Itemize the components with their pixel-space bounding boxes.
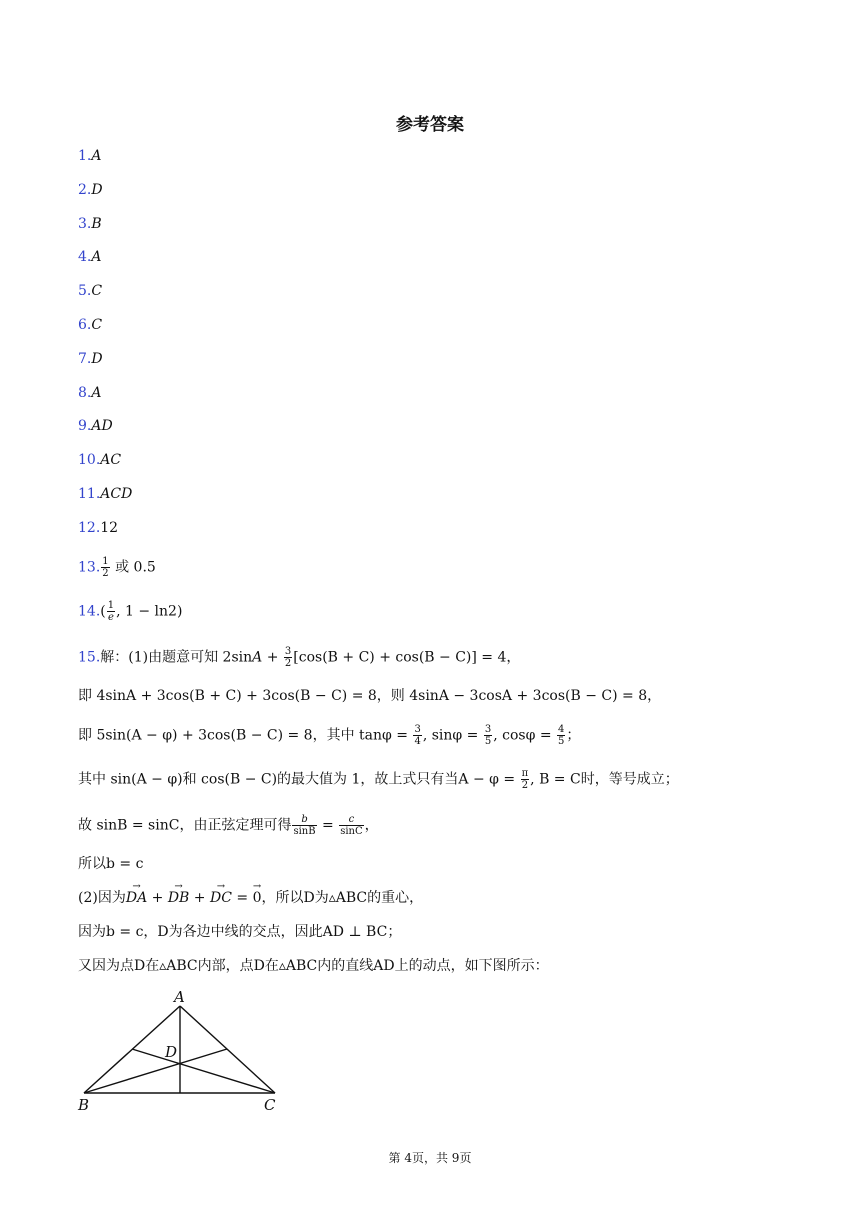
- answer-value: A: [91, 249, 102, 266]
- label-c: C: [264, 1096, 276, 1114]
- answer-value: AC: [100, 452, 122, 469]
- label-d: D: [165, 1043, 178, 1061]
- answer-value: A: [91, 384, 102, 401]
- label-b: B: [78, 1096, 90, 1114]
- answer-row: [78, 146, 101, 166]
- fraction: $\frac{\pi}{2}$: [521, 768, 529, 791]
- answer-value: C: [91, 317, 103, 333]
- answer-number: 7.: [78, 350, 92, 367]
- answer-value: D: [91, 350, 103, 367]
- answer-number: 15.: [78, 649, 101, 666]
- fraction: $\frac{c}{\sin C}$: [340, 814, 363, 837]
- answer-number: 6.: [78, 317, 92, 333]
- answer-number: 10.: [78, 452, 101, 469]
- answer-number: 8.: [78, 384, 92, 401]
- fraction: $\frac{3}{2}$: [284, 646, 292, 669]
- fraction: $\frac{b}{\sin B}$: [293, 814, 316, 837]
- answer-row: [78, 383, 101, 403]
- answer-value: C: [91, 283, 103, 300]
- solution-15-line-8: 因为b = c，D为各边中线的交点，因此AD ⊥ BC；: [78, 924, 402, 940]
- triangle-figure: [76, 988, 286, 1116]
- solution-15-line-6: 所以b = c: [78, 856, 144, 872]
- solution-15-line-2: 即 4sinA + 3cos(B + C) + 3cos(B − C) = 8，则 4sinA − 3cosA + 3cos(B − C) = 8，: [78, 688, 662, 704]
- label-a: A: [174, 988, 185, 1006]
- answer-value: , 1 − ln2): [116, 603, 183, 620]
- page-title: 参考答案: [396, 115, 464, 135]
- answer-value: ACD: [100, 486, 133, 502]
- answer-number: 14.: [78, 603, 101, 620]
- answer-number: 11.: [78, 486, 101, 502]
- answer-number: 13.: [78, 559, 101, 576]
- fraction: $\frac{1}{2}$: [102, 556, 109, 579]
- answer-13: [78, 556, 156, 579]
- answer-row: [78, 281, 102, 301]
- fraction: $\frac{4}{5}$: [558, 724, 565, 747]
- answer-row: [78, 214, 102, 234]
- answer-row: [78, 450, 121, 470]
- answer-number: 3.: [78, 215, 92, 232]
- page-footer: 第 4页，共 9页: [388, 1151, 472, 1165]
- answer-value: A: [91, 148, 102, 164]
- answer-value: D: [91, 181, 103, 198]
- answer-number: 2.: [78, 181, 92, 198]
- answer-number: 12.: [78, 519, 101, 536]
- fraction: $\frac{1}{e}$: [107, 600, 115, 623]
- answer-row: [78, 484, 132, 504]
- solution-15-line-3: 即 5sin(A − φ) + 3cos(B − C) = 8，其中 tanφ = $\frac{3}{4}$ , sinφ = $\frac{3}{5}$ , cosφ = $\frac{4}{5}$ ；: [78, 724, 581, 747]
- answer-number: 5.: [78, 283, 92, 300]
- answer-row: [78, 315, 102, 335]
- answer-14: 14.( $\frac{1}{e}$ , 1 − ln2): [78, 600, 183, 623]
- solution-15-line-7: (2)因为→ DA + → DB + → DC = → 0，所以D为▵ABC的重心，: [78, 888, 423, 908]
- solution-15-line-9: 又因为点D在▵ABC内部，点D在▵ABC内的直线AD上的动点，如下图所示：: [78, 958, 549, 974]
- answer-value: B: [91, 215, 102, 232]
- solution-15-line-5: 故 sinB = sinC，由正弦定理可得 $\frac{b}{\sin B}$ = $\frac{c}{\sin C}$ ，: [78, 814, 379, 837]
- answer-value: 12: [100, 519, 119, 536]
- answer-value: AD: [91, 418, 113, 435]
- answer-number: 9.: [78, 418, 92, 435]
- side-ac: [180, 1006, 275, 1093]
- fraction: $\frac{3}{5}$: [484, 724, 492, 747]
- fraction: $\frac{3}{4}$: [414, 724, 421, 747]
- solution-15-line-1: 15.解：(1)由题意可知 2sinA + $\frac{3}{2}$ [cos(B + C) + cos(B − C)] = 4，: [78, 646, 521, 669]
- answer-row: [78, 518, 118, 538]
- answer-row: [78, 180, 103, 200]
- answer-number: 4.: [78, 249, 92, 266]
- answer-row: [78, 247, 101, 267]
- answer-value: 或 0.5: [110, 559, 156, 576]
- answer-row: [78, 349, 103, 369]
- answer-row: [78, 416, 113, 436]
- solution-15-line-4: 其中 sin(A − φ)和 cos(B − C)的最大值为 1，故上式只有当A − φ = $\frac{\pi}{2}$ , B = C时，等号成立；: [78, 768, 679, 791]
- answer-number: 1.: [78, 148, 92, 164]
